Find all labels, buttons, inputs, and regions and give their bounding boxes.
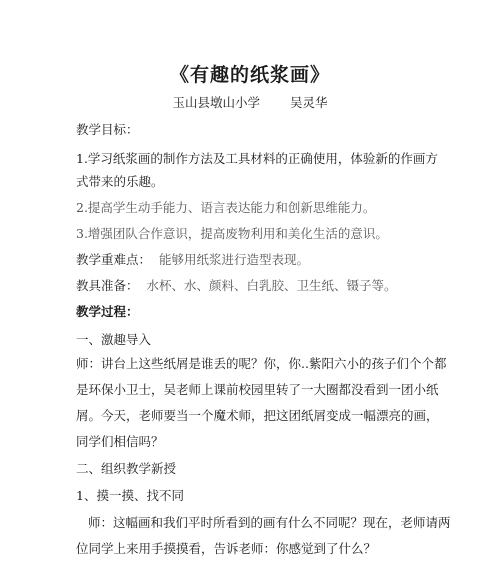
goals-heading: 教学目标：: [76, 122, 139, 137]
paragraph-2-line-2: 位同学上来用手摸摸看，告诉老师：你感觉到了什么？: [76, 541, 377, 556]
preparation-text: 水杯、水、颜料、白乳胶、卫生纸、镊子等。: [146, 278, 397, 293]
author-line: [0, 93, 500, 111]
goal-1-line-1: 1.学习纸浆画的制作方法及工具材料的正确使用，体验新的作画方: [76, 151, 438, 166]
subsection-1-title: 1、摸一摸、找不同: [76, 488, 184, 503]
preparation-label: 教具准备：: [76, 278, 139, 293]
preparation-line: [76, 276, 396, 294]
paragraph-1-line-2: 是环保小卫士，吴老师上课前校园里转了一大圈都没看到一团小纸: [76, 382, 439, 397]
key-points-label: 教学重难点：: [76, 252, 152, 267]
paragraph-2-line-1: 师：这幅画和我们平时所看到的画有什么不同呢？现在，老师请两: [88, 515, 451, 530]
paragraph-1-line-3: 屑。今天，老师要当一个魔术师，把这团纸屑变成一幅漂亮的画，: [76, 408, 439, 423]
key-points-line: [76, 250, 309, 268]
section-2-title: 二、组织教学新授: [76, 461, 177, 476]
goal-2: 2.提高学生动手能力、语言表达能力和创新思维能力。: [76, 200, 376, 215]
key-points-text: 能够用纸浆进行造型表现。: [158, 252, 309, 267]
process-heading: 教学过程：: [76, 304, 139, 319]
school-name: 玉山县墩山小学: [172, 95, 260, 110]
goal-1-line-2: 式带来的乐趣。: [76, 174, 164, 189]
goal-3: 3.增强团队合作意识，提高废物利用和美化生活的意识。: [76, 226, 388, 241]
paragraph-1-line-1: 师：讲台上这些纸屑是谁丢的呢？你，你..紫阳六小的孩子们个个都: [76, 356, 447, 371]
section-1-title: 一、激趣导入: [76, 332, 152, 347]
document-title: 《有趣的纸浆画》: [169, 64, 330, 86]
paragraph-1-line-4: 同学们相信吗？: [76, 434, 164, 449]
author-name: 吴灵华: [290, 95, 328, 110]
